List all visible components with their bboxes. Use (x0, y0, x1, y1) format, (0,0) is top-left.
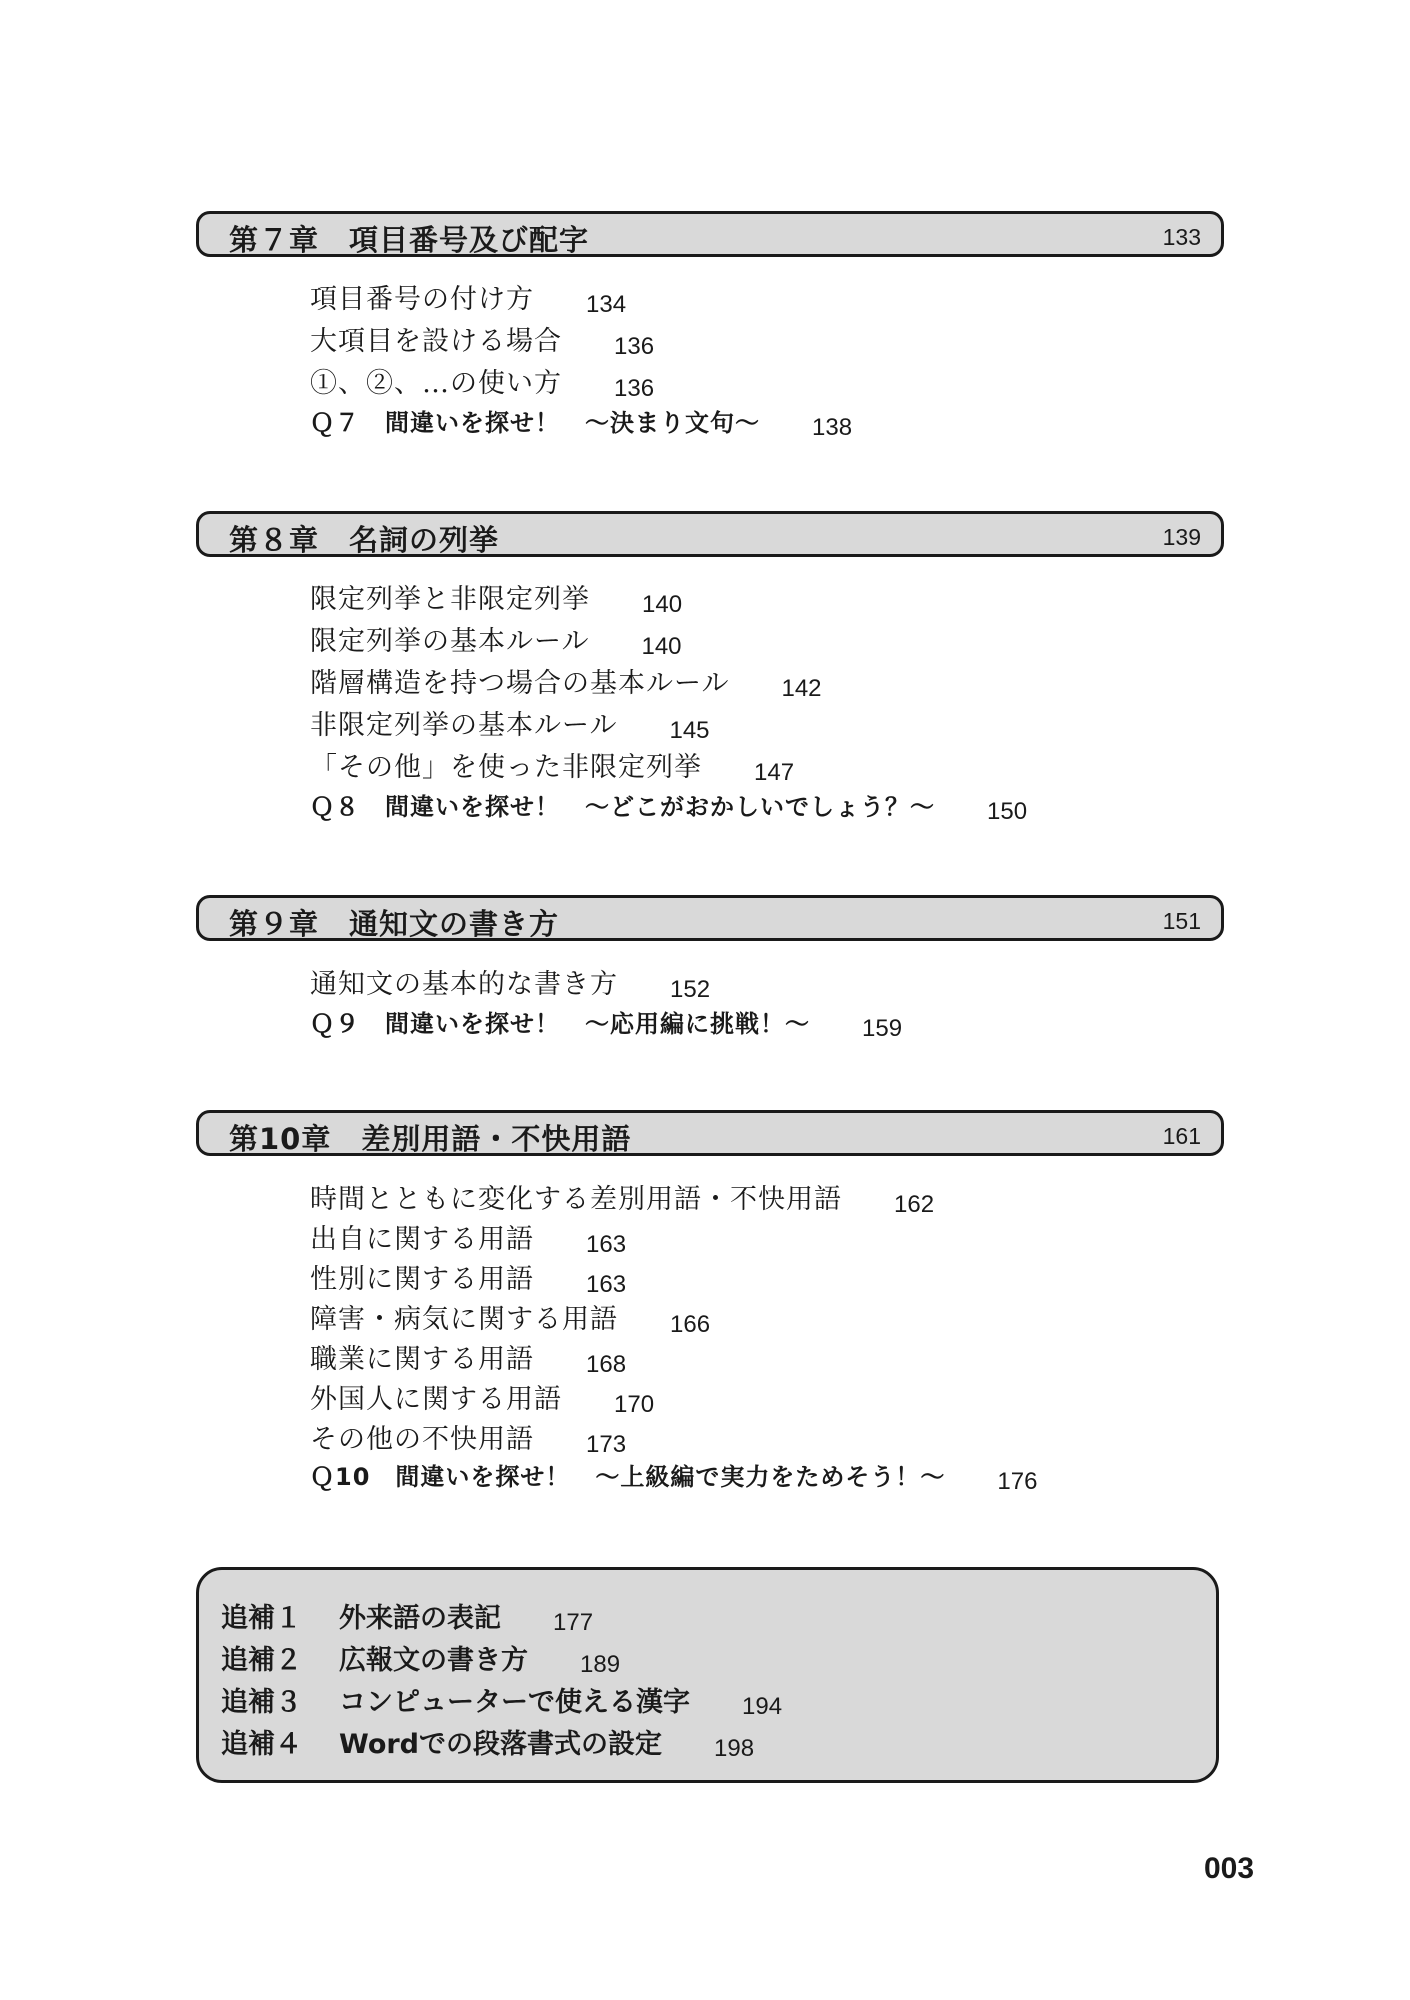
toc-entry[interactable] (310, 1217, 1037, 1257)
toc-entry[interactable] (310, 619, 1027, 661)
entry-page: 163 (586, 1231, 627, 1258)
entry-page: 159 (862, 1015, 903, 1042)
chapter-page: 151 (1162, 908, 1201, 934)
chapter-title: 第10章 差別用語・不快用語 (229, 1122, 632, 1156)
appendix-entry[interactable] (221, 1722, 782, 1764)
entry-title: Ｑ８ 間違いを探せ！ ～どこがおかしいでしょう？～ (310, 793, 935, 821)
toc-entry[interactable] (310, 745, 1027, 787)
toc-entry[interactable] (310, 277, 852, 319)
appendix-label: 追補２ (221, 1645, 302, 1676)
toc-entry-question[interactable] (310, 403, 852, 445)
toc-entry[interactable] (310, 962, 902, 1004)
toc-entry[interactable] (310, 1177, 1037, 1217)
appendix-label: 追補１ (221, 1603, 302, 1634)
entry-page: 162 (894, 1191, 935, 1218)
entry-page: 147 (754, 759, 795, 786)
entry-title: ①、②、…の使い方 (310, 368, 562, 399)
chapter-page: 161 (1162, 1123, 1201, 1149)
entry-page: 166 (670, 1311, 711, 1338)
chapter-7-entries (310, 277, 852, 445)
entry-page: 150 (987, 798, 1028, 825)
entry-title: 限定列挙と非限定列挙 (310, 584, 590, 615)
entry-title: Ｑ７ 間違いを探せ！ ～決まり文句～ (310, 409, 760, 437)
entry-title: Ｑ９ 間違いを探せ！ ～応用編に挑戦！～ (310, 1010, 810, 1038)
appendix-title: コンピューターで使える漢字 (339, 1687, 690, 1718)
chapter-9-header[interactable] (196, 895, 1224, 941)
toc-entry[interactable] (310, 703, 1027, 745)
entry-title: 階層構造を持つ場合の基本ルール (310, 668, 730, 699)
appendix-entry[interactable] (221, 1638, 782, 1680)
appendix-list (221, 1596, 782, 1764)
entry-page: 134 (586, 291, 627, 318)
chapter-title: 第７章 項目番号及び配字 (229, 223, 590, 257)
chapter-page: 139 (1162, 524, 1201, 550)
chapter-8-entries (310, 577, 1027, 829)
appendix-entry[interactable] (221, 1680, 782, 1722)
chapter-7-header[interactable] (196, 211, 1224, 257)
entry-title: 通知文の基本的な書き方 (310, 969, 618, 1000)
entry-page: 168 (586, 1351, 627, 1378)
entry-page: 142 (781, 675, 822, 702)
appendix-title: 外来語の表記 (339, 1603, 501, 1634)
toc-entry[interactable] (310, 1297, 1037, 1337)
appendix-page: 177 (553, 1609, 594, 1636)
appendix-title: 広報文の書き方 (339, 1645, 528, 1676)
chapter-9-entries (310, 962, 902, 1046)
appendix-label: 追補３ (221, 1687, 302, 1718)
entry-title: その他の不快用語 (310, 1424, 534, 1455)
appendix-page: 194 (742, 1693, 783, 1720)
appendix-entry[interactable] (221, 1596, 782, 1638)
entry-page: 136 (614, 333, 655, 360)
appendix-page: 198 (714, 1735, 755, 1762)
entry-title: 性別に関する用語 (310, 1264, 534, 1295)
chapter-8-header[interactable] (196, 511, 1224, 557)
toc-entry[interactable] (310, 361, 852, 403)
toc-entry[interactable] (310, 1377, 1037, 1417)
entry-title: 項目番号の付け方 (310, 284, 534, 315)
chapter-10-entries (310, 1177, 1037, 1497)
entry-page: 145 (669, 717, 710, 744)
entry-title: 出自に関する用語 (310, 1224, 534, 1255)
entry-title: 大項目を設ける場合 (310, 326, 562, 357)
chapter-10-header[interactable] (196, 1110, 1224, 1156)
toc-entry[interactable] (310, 1417, 1037, 1457)
entry-page: 140 (642, 591, 683, 618)
toc-entry-question[interactable] (310, 787, 1027, 829)
chapter-title: 第９章 通知文の書き方 (229, 907, 560, 941)
toc-entry[interactable] (310, 319, 852, 361)
toc-entry-question[interactable] (310, 1004, 902, 1046)
entry-page: 138 (812, 414, 853, 441)
toc-entry[interactable] (310, 577, 1027, 619)
toc-entry[interactable] (310, 1337, 1037, 1377)
entry-title: 「その他」を使った非限定列挙 (310, 752, 702, 783)
entry-title: 障害・病気に関する用語 (310, 1304, 618, 1335)
entry-title: 非限定列挙の基本ルール (310, 710, 618, 741)
entry-page: 152 (670, 976, 711, 1003)
toc-entry[interactable] (310, 1257, 1037, 1297)
appendix-page: 189 (580, 1651, 621, 1678)
entry-title: Ｑ10 間違いを探せ！ ～上級編で実力をためそう！～ (310, 1463, 946, 1491)
appendix-box (196, 1567, 1219, 1783)
toc-entry[interactable] (310, 661, 1027, 703)
entry-page: 163 (586, 1271, 627, 1298)
entry-page: 173 (586, 1431, 627, 1458)
page-number: 003 (1204, 1852, 1255, 1885)
toc-entry-question[interactable] (310, 1457, 1037, 1497)
appendix-label: 追補４ (221, 1729, 302, 1760)
entry-title: 限定列挙の基本ルール (310, 626, 590, 657)
entry-page: 140 (641, 633, 682, 660)
entry-title: 外国人に関する用語 (310, 1384, 562, 1415)
chapter-page: 133 (1162, 224, 1201, 250)
entry-page: 136 (614, 375, 655, 402)
entry-title: 職業に関する用語 (310, 1344, 534, 1375)
entry-page: 176 (997, 1468, 1038, 1495)
entry-page: 170 (614, 1391, 655, 1418)
chapter-title: 第８章 名詞の列挙 (229, 523, 500, 557)
entry-title: 時間とともに変化する差別用語・不快用語 (310, 1184, 842, 1215)
appendix-title: Wordでの段落書式の設定 (339, 1729, 663, 1760)
